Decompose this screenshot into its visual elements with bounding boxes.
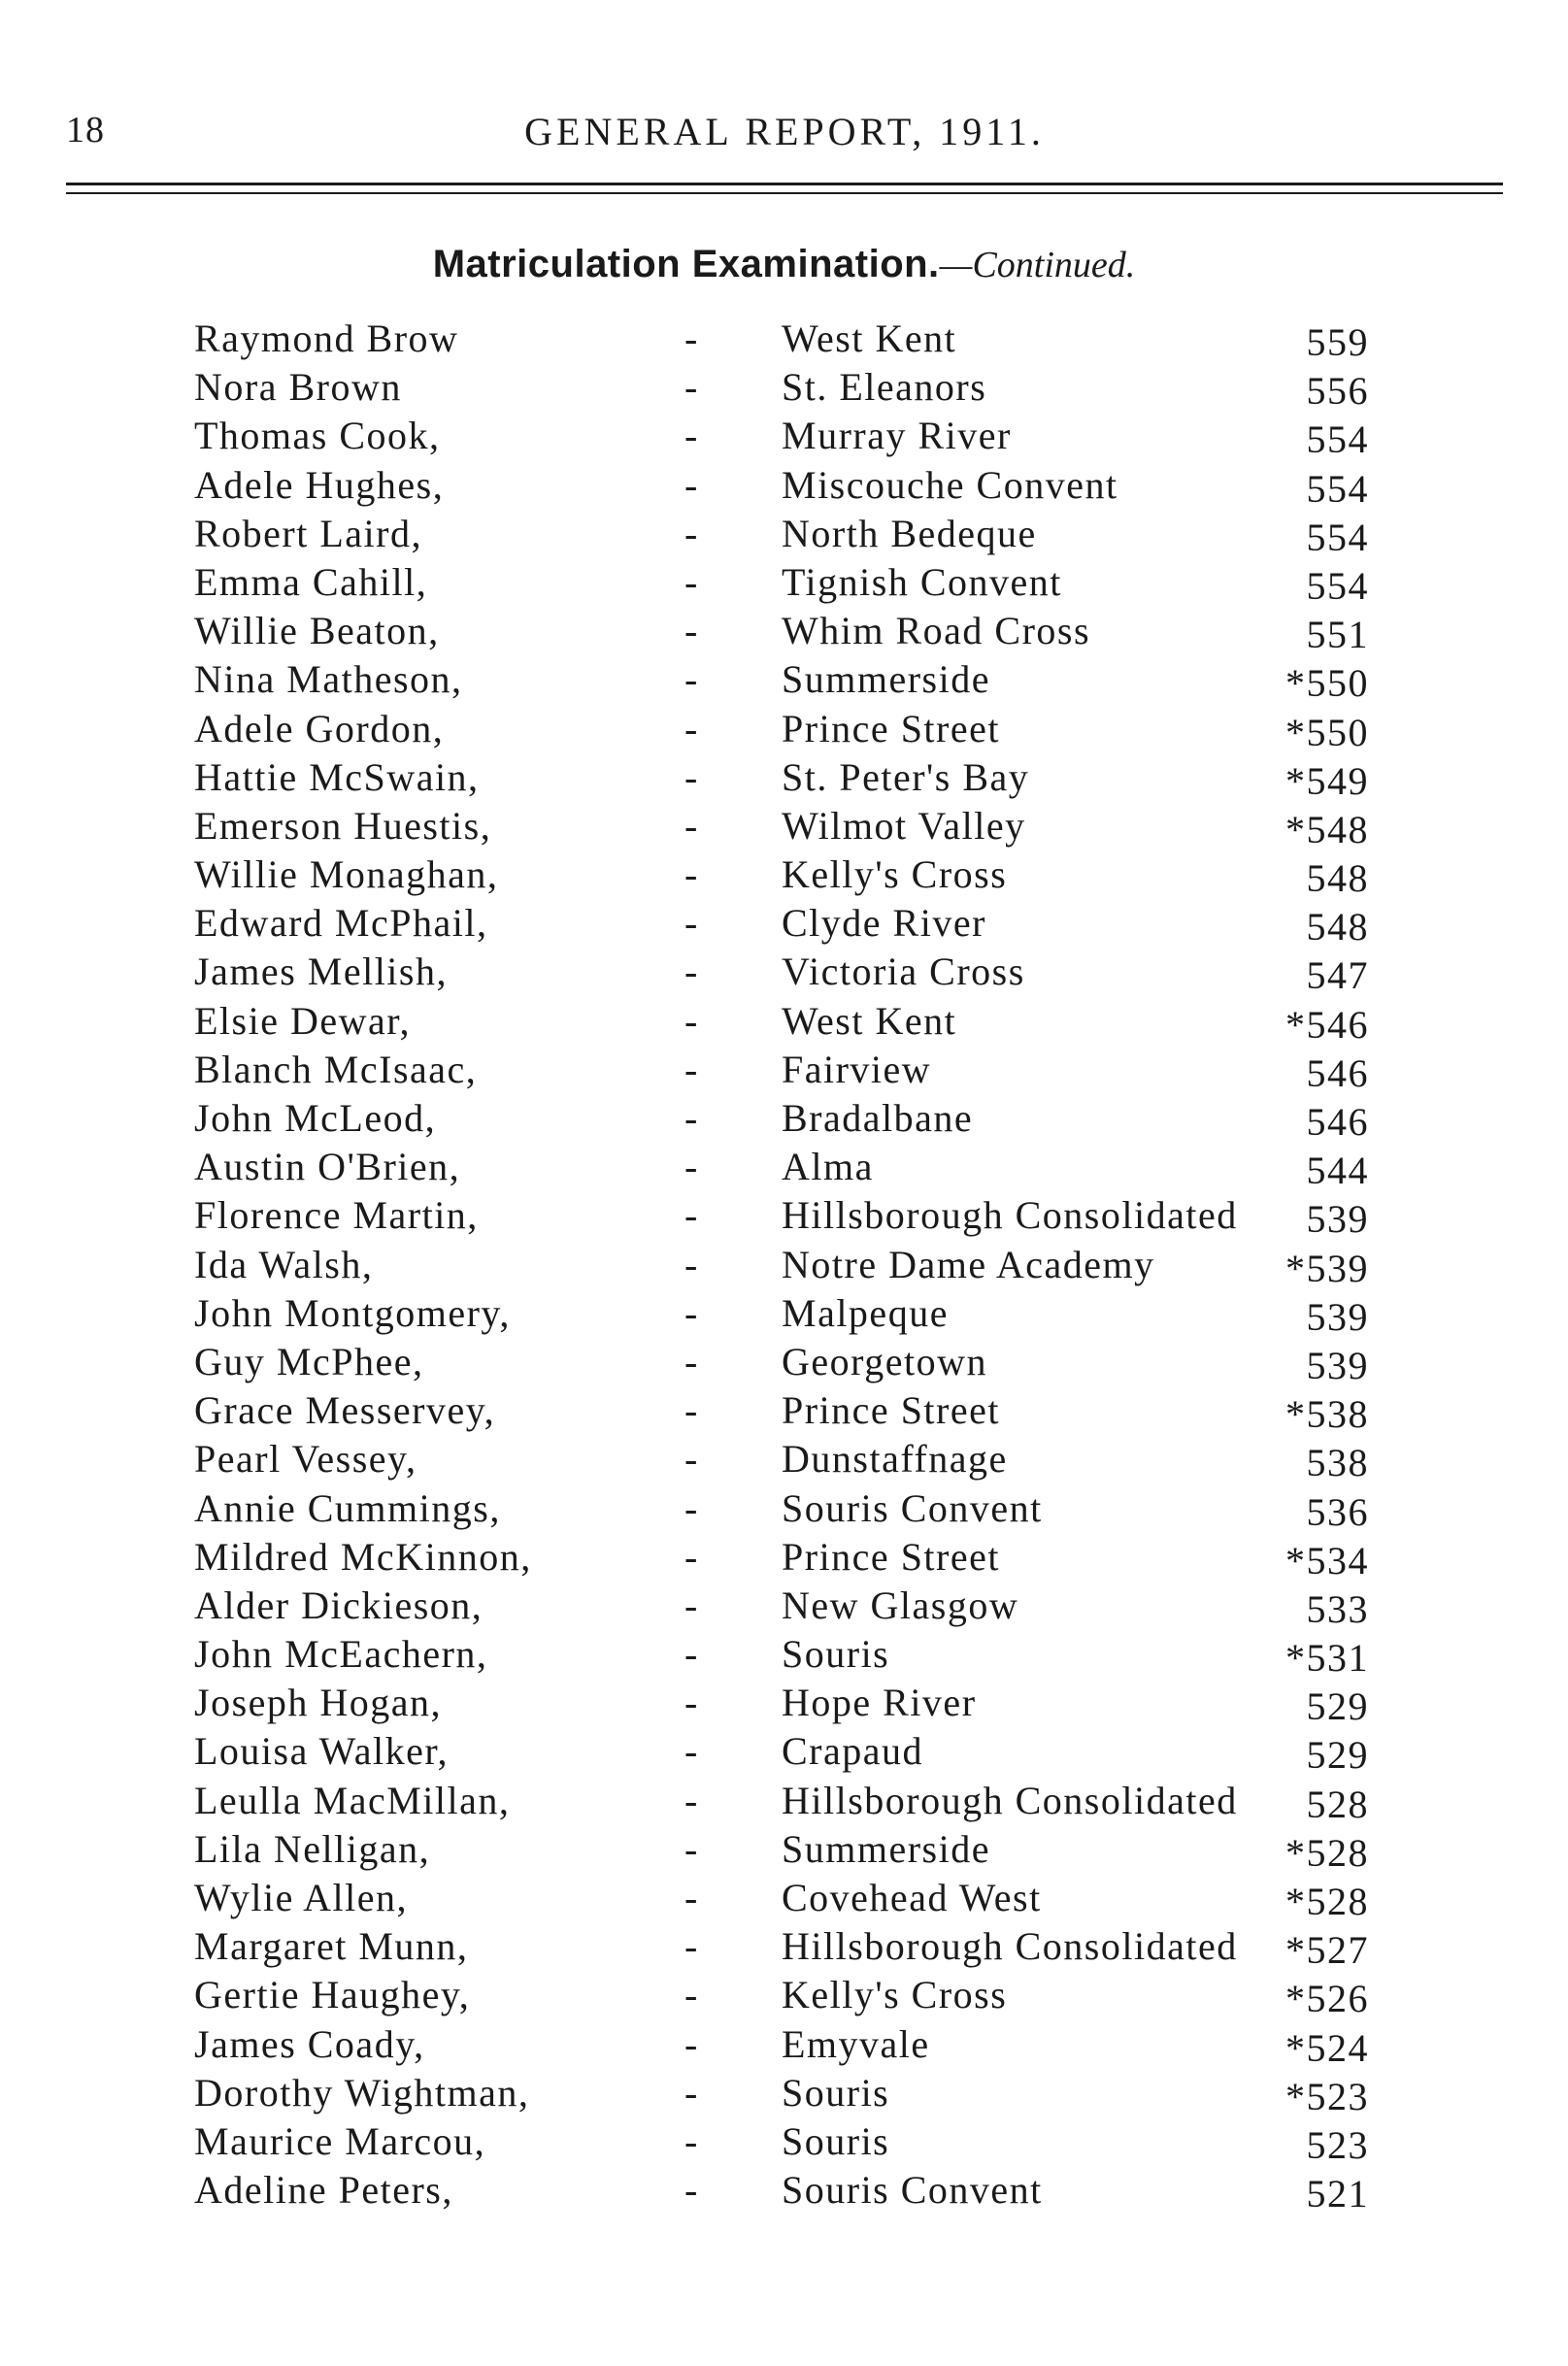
separator-dash: - [684, 1485, 699, 1530]
separator-dash: - [684, 414, 699, 458]
mark-value: 548 [1306, 905, 1369, 950]
list-item [194, 1875, 1369, 1923]
candidate-name: Alder Dickieson, [194, 1583, 484, 1627]
separator-dash: - [684, 1778, 699, 1822]
school-name: Hillsborough Consolidated [782, 1924, 1238, 1969]
mark-value: *550 [1285, 661, 1369, 706]
mark-value: *538 [1285, 1392, 1369, 1437]
separator-dash: - [684, 901, 699, 946]
school-name: Souris [782, 2118, 890, 2163]
running-head [66, 109, 1503, 167]
separator-dash: - [684, 1339, 699, 1383]
mark-value: 559 [1306, 320, 1369, 364]
mark-value: 528 [1306, 1782, 1369, 1826]
mark-value: 554 [1306, 466, 1369, 511]
school-name: Bradalbane [782, 1096, 974, 1140]
mark-value: *539 [1285, 1246, 1369, 1290]
header-rule-thick [66, 183, 1503, 185]
separator-dash: - [684, 2118, 699, 2163]
candidate-name: Florence Martin, [194, 1193, 479, 1238]
list-item [194, 2070, 1369, 2118]
list-item [194, 803, 1369, 851]
section-heading-continued: —Continued. [939, 245, 1136, 285]
school-name: Notre Dame Academy [782, 1242, 1155, 1286]
candidate-name: Blanch McIsaac, [194, 1047, 478, 1091]
mark-value: 548 [1306, 856, 1369, 901]
school-name: Georgetown [782, 1339, 987, 1383]
separator-dash: - [684, 1876, 699, 1919]
separator-dash: - [684, 609, 699, 653]
report-title: GENERAL REPORT, 1911. [524, 110, 1045, 153]
school-name: Crapaud [782, 1729, 924, 1774]
mark-value: *524 [1285, 2025, 1369, 2070]
school-name: Prince Street [782, 1388, 1000, 1433]
list-item [194, 1778, 1369, 1826]
candidate-name: James Mellish, [194, 950, 448, 994]
candidate-name: Nora Brown [194, 365, 402, 410]
mark-value: 539 [1306, 1343, 1369, 1387]
section-heading-title: Matriculation Examination. [432, 243, 940, 285]
school-name: Souris Convent [782, 1485, 1043, 1530]
mark-value: 546 [1306, 1050, 1369, 1095]
school-name: Malpeque [782, 1290, 949, 1335]
candidate-name: James Coady, [194, 2021, 425, 2066]
school-name: Prince Street [782, 1534, 1000, 1579]
list-item [194, 2021, 1369, 2070]
list-item [194, 1242, 1369, 1290]
candidate-name: Austin O'Brien, [194, 1145, 461, 1189]
school-name: Hillsborough Consolidated [782, 1193, 1238, 1238]
mark-value: 539 [1306, 1294, 1369, 1339]
separator-dash: - [684, 852, 699, 897]
separator-dash: - [684, 1924, 699, 1969]
school-name: Victoria Cross [782, 950, 1025, 994]
mark-value: 546 [1306, 1100, 1369, 1144]
school-name: Emyvale [782, 2021, 930, 2066]
school-name: Wilmot Valley [782, 803, 1026, 848]
school-name: New Glasgow [782, 1583, 1019, 1627]
list-item [194, 1144, 1369, 1192]
school-name: Tignish Convent [782, 559, 1062, 604]
list-item [194, 1972, 1369, 2020]
list-item [194, 1387, 1369, 1436]
separator-dash: - [684, 1826, 699, 1871]
list-item [194, 1583, 1369, 1631]
mark-value: *523 [1285, 2074, 1369, 2118]
school-name: Fairview [782, 1047, 932, 1091]
separator-dash: - [684, 1729, 699, 1774]
section-heading [0, 241, 1568, 286]
mark-value: 539 [1306, 1197, 1369, 1242]
mark-value: *549 [1285, 758, 1369, 803]
separator-dash: - [684, 1583, 699, 1627]
separator-dash: - [684, 657, 699, 702]
candidate-name: Willie Beaton, [194, 609, 440, 653]
list-item [194, 998, 1369, 1047]
separator-dash: - [684, 1145, 699, 1189]
candidate-name: Margaret Munn, [194, 1924, 469, 1969]
school-name: Murray River [782, 414, 1012, 458]
separator-dash: - [684, 1388, 699, 1433]
list-item [194, 900, 1369, 949]
school-name: Souris [782, 1632, 890, 1677]
candidate-name: Grace Messervey, [194, 1388, 496, 1433]
school-name: Whim Road Cross [782, 609, 1091, 653]
list-item [194, 1192, 1369, 1241]
list-item [194, 1631, 1369, 1680]
candidate-name: Willie Monaghan, [194, 852, 499, 897]
mark-value: 529 [1306, 1684, 1369, 1729]
list-item [194, 608, 1369, 656]
list-item [194, 1047, 1369, 1095]
separator-dash: - [684, 2168, 699, 2213]
list-item [194, 1826, 1369, 1875]
mark-value: 551 [1306, 613, 1369, 657]
school-name: Alma [782, 1145, 874, 1189]
mark-value: *546 [1285, 1002, 1369, 1047]
candidate-name: John Montgomery, [194, 1290, 511, 1335]
school-name: Dunstaffnage [782, 1437, 1008, 1482]
separator-dash: - [684, 803, 699, 848]
candidate-name: Gertie Haughey, [194, 1973, 471, 2017]
mark-value: *548 [1285, 807, 1369, 851]
candidate-name: John McLeod, [194, 1096, 437, 1140]
school-name: Clyde River [782, 901, 986, 946]
separator-dash: - [684, 511, 699, 555]
separator-dash: - [684, 1290, 699, 1335]
mark-value: 556 [1306, 369, 1369, 414]
candidate-name: Guy McPhee, [194, 1339, 424, 1383]
list-item [194, 413, 1369, 461]
candidate-name: Nina Matheson, [194, 657, 463, 702]
candidate-name: Emma Cahill, [194, 559, 428, 604]
header-rule-thin [66, 192, 1503, 194]
school-name: Kelly's Cross [782, 1973, 1008, 2017]
list-item [194, 1534, 1369, 1583]
school-name: Souris [782, 2070, 890, 2115]
separator-dash: - [684, 1096, 699, 1140]
candidate-name: Maurice Marcou, [194, 2118, 486, 2163]
candidate-name: Dorothy Wightman, [194, 2070, 530, 2115]
list-item [194, 1339, 1369, 1387]
school-name: St. Peter's Bay [782, 754, 1030, 799]
school-name: West Kent [782, 317, 957, 360]
list-item [194, 754, 1369, 803]
school-name: St. Eleanors [782, 365, 987, 410]
separator-dash: - [684, 2021, 699, 2066]
list-item [194, 1485, 1369, 1534]
candidate-name: Joseph Hogan, [194, 1681, 443, 1725]
candidate-name: Hattie McSwain, [194, 754, 480, 799]
separator-dash: - [684, 1047, 699, 1091]
candidate-name: Lila Nelligan, [194, 1826, 431, 1871]
list-item [194, 656, 1369, 705]
separator-dash: - [684, 1193, 699, 1238]
school-name: Prince Street [782, 706, 1000, 750]
candidate-name: Annie Cummings, [194, 1485, 501, 1530]
mark-value: 523 [1306, 2122, 1369, 2167]
candidate-name: Mildred McKinnon, [194, 1534, 532, 1579]
school-name: Covehead West [782, 1876, 1042, 1919]
separator-dash: - [684, 1437, 699, 1482]
mark-value: 521 [1306, 2172, 1369, 2216]
mark-value: 533 [1306, 1586, 1369, 1631]
candidate-name: Thomas Cook, [194, 414, 441, 458]
separator-dash: - [684, 1534, 699, 1579]
separator-dash: - [684, 1973, 699, 2017]
separator-dash: - [684, 998, 699, 1043]
mark-value: 538 [1306, 1441, 1369, 1485]
mark-value: *528 [1285, 1880, 1369, 1923]
separator-dash: - [684, 2070, 699, 2115]
list-item [194, 949, 1369, 997]
mark-value: *526 [1285, 1977, 1369, 2021]
separator-dash: - [684, 559, 699, 604]
separator-dash: - [684, 1681, 699, 1725]
mark-value: 547 [1306, 953, 1369, 998]
list-item [194, 706, 1369, 754]
candidate-name: Ida Walsh, [194, 1242, 374, 1286]
list-item [194, 1923, 1369, 1972]
list-item [194, 511, 1369, 559]
school-name: Souris Convent [782, 2168, 1043, 2213]
list-item [194, 1436, 1369, 1484]
mark-value: *531 [1285, 1636, 1369, 1681]
separator-dash: - [684, 365, 699, 410]
list-item [194, 1290, 1369, 1339]
candidate-name: Raymond Brow [194, 317, 459, 360]
list-item [194, 316, 1369, 364]
list-item [194, 1680, 1369, 1728]
separator-dash: - [684, 462, 699, 507]
list-item [194, 364, 1369, 413]
page-number: 18 [66, 110, 105, 150]
mark-value: 554 [1306, 563, 1369, 608]
list-item [194, 1728, 1369, 1777]
candidate-name: Robert Laird, [194, 511, 422, 555]
separator-dash: - [684, 317, 699, 360]
candidate-name: Leulla MacMillan, [194, 1778, 511, 1822]
candidate-name: Pearl Vessey, [194, 1437, 417, 1482]
list-item [194, 1095, 1369, 1144]
results-list [194, 316, 1369, 2216]
mark-value: *534 [1285, 1538, 1369, 1583]
school-name: Hillsborough Consolidated [782, 1778, 1238, 1822]
school-name: Hope River [782, 1681, 977, 1725]
separator-dash: - [684, 1242, 699, 1286]
candidate-name: Wylie Allen, [194, 1876, 408, 1919]
candidate-name: Emerson Huestis, [194, 803, 492, 848]
mark-value: *528 [1285, 1830, 1369, 1875]
list-item [194, 559, 1369, 608]
list-item [194, 2118, 1369, 2167]
mark-value: 529 [1306, 1733, 1369, 1778]
mark-value: 544 [1306, 1149, 1369, 1193]
candidate-name: Adele Hughes, [194, 462, 445, 507]
candidate-name: Edward McPhail, [194, 901, 488, 946]
separator-dash: - [684, 706, 699, 750]
mark-value: *550 [1285, 710, 1369, 754]
separator-dash: - [684, 1632, 699, 1677]
list-item [194, 462, 1369, 511]
candidate-name: Elsie Dewar, [194, 998, 411, 1043]
school-name: North Bedeque [782, 511, 1037, 555]
candidate-name: John McEachern, [194, 1632, 488, 1677]
mark-value: 536 [1306, 1489, 1369, 1534]
mark-value: *527 [1285, 1928, 1369, 1973]
school-name: Miscouche Convent [782, 462, 1118, 507]
mark-value: 554 [1306, 417, 1369, 462]
mark-value: 554 [1306, 515, 1369, 559]
school-name: Summerside [782, 1826, 990, 1871]
list-item [194, 851, 1369, 900]
separator-dash: - [684, 950, 699, 994]
separator-dash: - [684, 754, 699, 799]
candidate-name: Louisa Walker, [194, 1729, 450, 1774]
candidate-name: Adeline Peters, [194, 2168, 453, 2213]
school-name: West Kent [782, 998, 957, 1043]
school-name: Summerside [782, 657, 990, 702]
school-name: Kelly's Cross [782, 852, 1008, 897]
candidate-name: Adele Gordon, [194, 706, 445, 750]
list-item [194, 2167, 1369, 2216]
